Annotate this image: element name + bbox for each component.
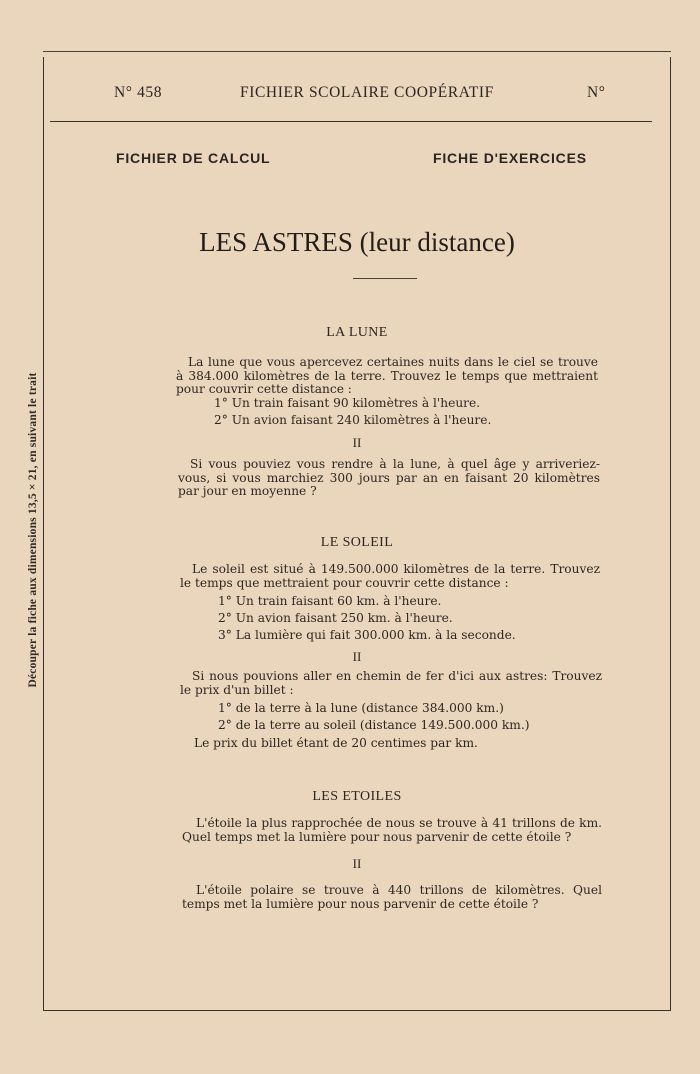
title-rule: [353, 278, 417, 279]
soleil-price-note: Le prix du billet étant de 20 centimes par km.: [194, 736, 478, 750]
soleil-intro: Le soleil est situé à 149.500.000 kilomètres de la terre. Trouvez le temps que mettraient pour couvrir cette distance :: [180, 562, 600, 590]
lune-item-1: 1° Un train faisant 90 kilomètres à l'heure.: [214, 396, 481, 410]
sheet-type-label: FICHE D'EXERCICES: [433, 150, 587, 166]
exercise-card: [43, 57, 671, 1011]
section-heading-etoiles: LES ETOILES: [312, 789, 402, 804]
soleil-item-3: 3° La lumière qui fait 300.000 km. à la seconde.: [218, 628, 516, 642]
header-divider: [50, 121, 652, 122]
lune-roman-ii: II: [352, 435, 362, 450]
lune-intro: La lune que vous apercevez certaines nuits dans le ciel se trouve à 384.000 kilomètres de la terre. Trouvez le temps que mettraient pour couvrir cette distance :: [176, 355, 598, 396]
category-label: FICHIER DE CALCUL: [116, 150, 271, 166]
etoiles-roman-ii: II: [352, 856, 362, 871]
section-heading-lune: LA LUNE: [326, 325, 388, 340]
etoiles-question-1: L'étoile la plus rapprochée de nous se trouve à 41 trillons de km. Quel temps met la lumière pour nous parvenir de cette étoile ?: [182, 816, 602, 844]
etoiles-question-2: L'étoile polaire se trouve à 440 trillons de kilomètres. Quel temps met la lumière pour nous parvenir de cette étoile ?: [182, 883, 602, 911]
soleil-q2-item-1: 1° de la terre à la lune (distance 384.000 km.): [218, 701, 504, 715]
lune-question-2: Si vous pouviez vous rendre à la lune, à quel âge y arriveriez-vous, si vous marchiez 300 jours par an en faisant 20 kilomètres par jour en moyenne ?: [178, 457, 600, 498]
top-border: [43, 51, 671, 52]
soleil-item-2: 2° Un avion faisant 250 km. à l'heure.: [218, 611, 453, 625]
section-heading-soleil: LE SOLEIL: [320, 535, 394, 550]
soleil-q2-item-2: 2° de la terre au soleil (distance 149.500.000 km.): [218, 718, 530, 732]
soleil-item-1: 1° Un train faisant 60 km. à l'heure.: [218, 594, 442, 608]
lune-item-2: 2° Un avion faisant 240 kilomètres à l'heure.: [214, 413, 492, 427]
cutting-instruction-text: Découper la fiche aux dimensions 13,5 × 21, en suivant le trait: [27, 372, 39, 688]
page-title: LES ASTRES (leur distance): [199, 227, 515, 257]
card-number-blank: N°: [587, 84, 606, 101]
soleil-question-2: Si nous pouvions aller en chemin de fer d'ici aux astres: Trouvez le prix d'un billet :: [180, 669, 602, 697]
card-number: N° 458: [114, 84, 163, 101]
soleil-roman-ii: II: [352, 649, 362, 664]
publication-title: FICHIER SCOLAIRE COOPÉRATIF: [240, 84, 494, 101]
